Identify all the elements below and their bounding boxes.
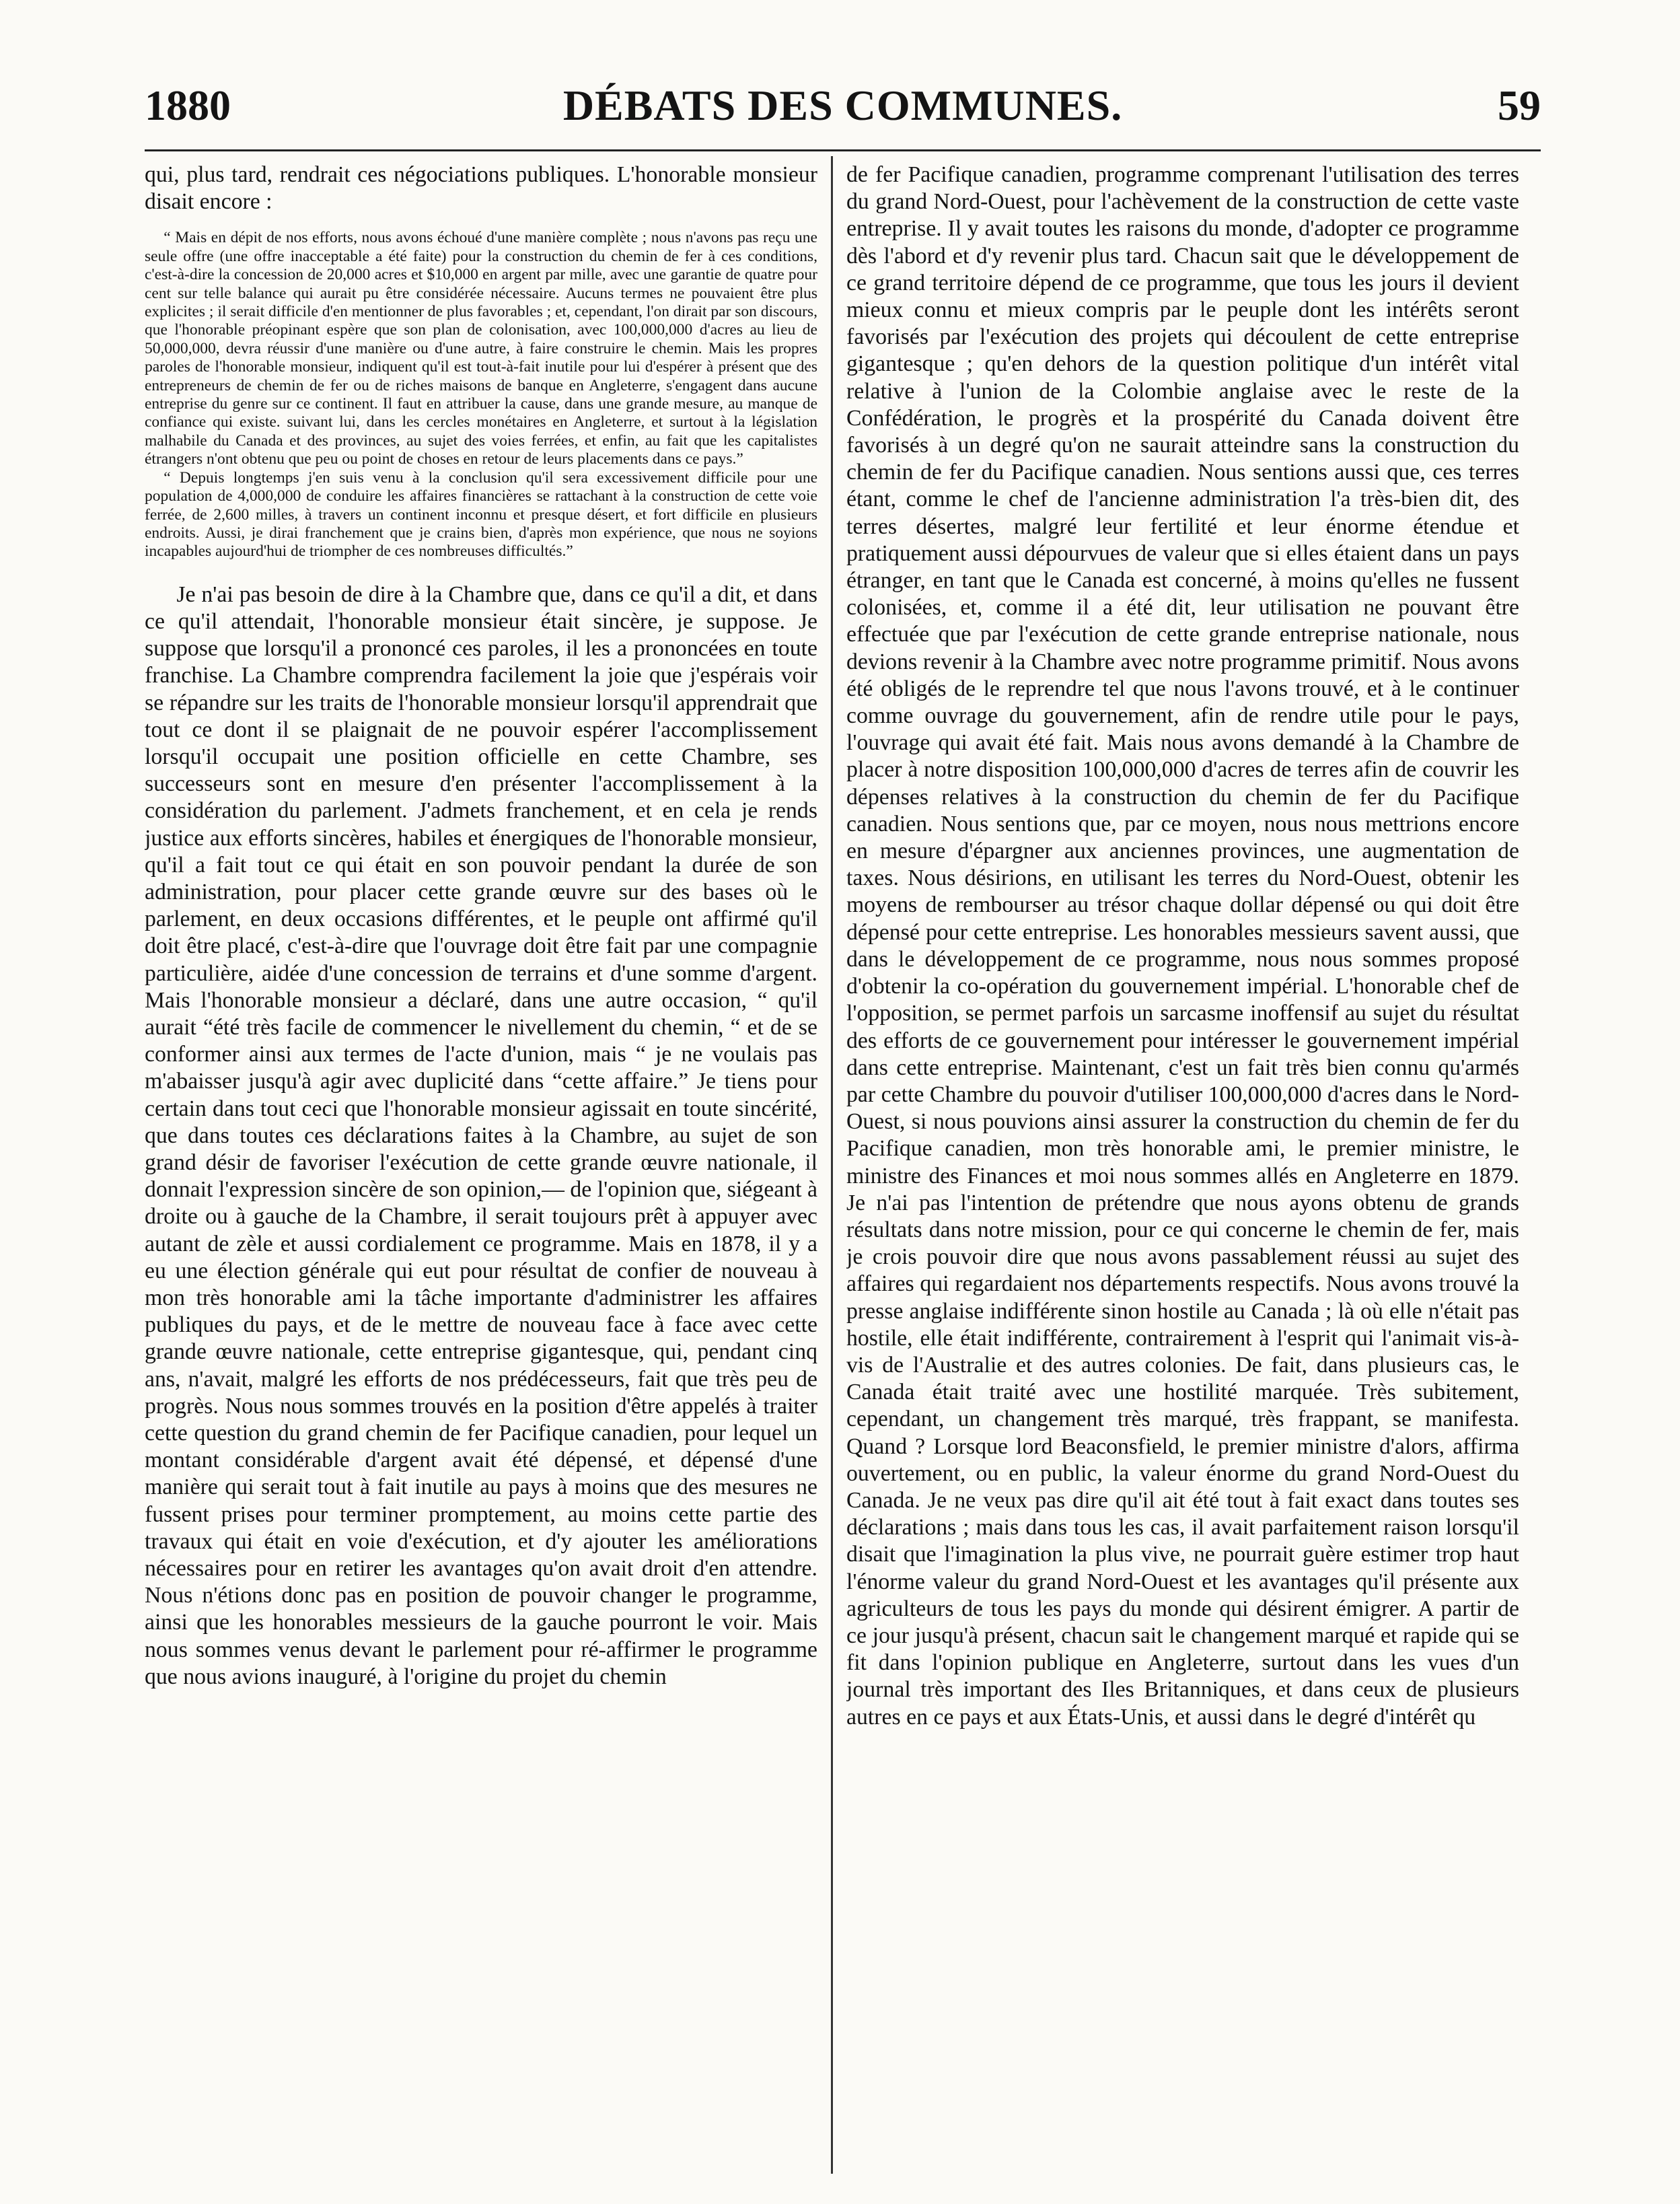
header-year: 1880 [145,81,231,129]
quotation-block [145,229,817,561]
body-paragraph: Je n'ai pas besoin de dire à la Chambre que, dans ce qu'il a dit, et dans ce qu'il attendait, l'honorable monsieur était sincère, je suppose. Je suppose que lorsqu'il a prononcé ces paroles, il les a prononcées en toute franchise. La Chambre comprendra facilement la joie que j'espérais voir se répandre sur les traits de l'honorable monsieur lorsqu'il apprendrait que tout ce dont il se plaignait de ne pouvoir espérer l'accomplissement lorsqu'il occupait une position officielle en cette Chambre, ses successeurs sont en mesure d'en présenter l'accomplissement à la considération du parlement. J'admets franchement, et en cela je rends justice aux efforts sincères, habiles et énergiques de l'honorable monsieur, qu'il a fait tout ce qui était en son pouvoir pendant la durée de son administration, pour placer cette grande œuvre sur des bases où le parlement, en deux occasions différentes, et le peuple ont affirmé qu'il doit être placé, c'est-à-dire que l'ouvrage doit être fait par une compagnie particulière, aidée d'une concession de terrains et d'une somme d'argent. Mais l'honorable monsieur a déclaré, dans une autre occasion, “ qu'il aurait “été très facile de commencer le nivellement du chemin, “ et de se conformer ainsi aux termes de l'acte d'union, mais “ je ne voulais pas m'abaisser jusqu'à agir avec duplicité dans “cette affaire.” Je tiens pour certain dans tout ceci que l'honorable monsieur agissait en toute sincérité, que dans toutes ces déclarations faites à la Chambre, au sujet de son grand désir de favoriser l'exécution de cette grande œuvre nationale, il donnait l'expression sincère de son opinion,— de l'opinion que, siégeant à droite ou à gauche de la Chambre, il serait toujours prêt à appuyer avec autant de zèle et aussi cordialement ce programme. Mais en 1878, il y a eu une élection générale qui eut pour résultat de confier de nouveau à mon très honorable ami la tâche importante d'administrer les affaires publiques du pays, et de le mettre de nouveau face à face avec cette grande œuvre nationale, cette entreprise gigantesque, qui, pendant cinq ans, n'avait, malgré les efforts de nos prédécesseurs, fait que très peu de progrès. Nous nous sommes trouvés en la position d'être appelés à traiter cette question du grand chemin de fer Pacifique canadien, pour lequel un montant considérable d'argent avait été dépensé, et dépensé d'une manière qui serait tout à fait inutile au pays à moins que des mesures ne fussent prises pour terminer promptement, au moins cette partie des travaux qui était en voie d'exécution, et d'y ajouter les améliorations nécessaires pour en retirer les avantages qu'on avait droit d'en attendre. Nous n'étions donc pas en position de pouvoir changer le programme, ainsi que les honorables messieurs de la gauche pourront le voir. Mais nous sommes venus devant le parlement pour ré-affirmer le programme que nous avions inauguré, à l'origine du projet du chemin [145,581,817,1689]
right-column [846,162,1519,2174]
paragraph-gap [145,567,817,581]
body-paragraph-continued: de fer Pacifique canadien, programme comprenant l'utilisation des terres du grand Nord-Ouest, pour l'achèvement de la construction de cette vaste entreprise. Il y avait toutes les raisons du monde, d'adopter ce programme dès l'abord et d'y revenir plus tard. Chacun sait que le développement de ce grand territoire dépend de ce programme, que tous les jours il devient mieux connu et mieux compris par le peuple dont les intérêts seront favorisés par l'exécution des projets qui découlent de cette entreprise gigantesque ; qu'en dehors de la question politique d'un intérêt vital relative à l'union de la Colombie anglaise avec le reste de la Confédération, le progrès et la prospérité du Canada doivent être favorisés à un degré qu'on ne saurait atteindre sans la construction du chemin de fer du Pacifique canadien. Nous sentions aussi que, ces terres étant, comme le chef de l'ancienne administration l'a très-bien dit, des terres désertes, malgré leur fertilité et leur énorme étendue et pratiquement aussi dépourvues de valeur que si elles étaient dans un pays étranger, en tant que le Canada est concerné, à moins qu'elles ne fussent colonisées, et, comme il a été dit, leur utilisation ne pouvant être effectuée que par l'exécution de cette grande entreprise nationale, nous devions revenir à la Chambre avec notre programme primitif. Nous avons été obligés de le reprendre tel que nous l'avons trouvé, et à le continuer comme ouvrage du gouvernement, afin de rendre utile pour le pays, l'ouvrage qui avait été fait. Mais nous avons demandé à la Chambre de placer à notre disposition 100,000,000 d'acres de terres afin de couvrir les dépenses relatives à la construction du chemin de fer du Pacifique canadien. Nous sentions que, par ce moyen, nous nous mettrions encore en mesure d'épargner aux anciennes provinces, une augmentation de taxes. Nous désirions, en utilisant les terres du Nord-Ouest, obtenir les moyens de rembourser au trésor chaque dollar dépensé ou qui doit être dépensé pour cette entreprise. Les honorables messieurs savent aussi, que dans le développement de ce programme, nous nous sommes proposé d'obtenir la co-opération du gouvernement impérial. L'honorable chef de l'opposition, se permet parfois un sarcasme inoffensif au sujet du résultat des efforts de ce gouvernement pour intéresser le gouvernement impérial dans cette entreprise. Maintenant, c'est un fait très bien connu qu'armés par cette Chambre du pouvoir d'utiliser 100,000,000 d'acres dans le Nord-Ouest, si nous pouvions ainsi assurer la construction du chemin de fer du Pacifique canadien, mon très honorable ami, le premier ministre, le ministre des Finances et moi nous sommes allés en Angleterre en 1879. Je n'ai pas l'intention de prétendre que nous ayons obtenu de grands résultats dans notre mission, pour ce qui concerne le chemin de fer, mais je crois pouvoir dire que nous avons passablement réussi au sujet des affaires qui regardaient nos départements respectifs. Nous avons trouvé la presse anglaise indifférente sinon hostile au Canada ; là où elle n'était pas hostile, elle était indifférente, contrairement à l'esprit qui l'animait vis-à-vis de l'Australie et des autres colonies. De fait, dans plusieurs cas, le Canada était traité avec une hostilité marquée. Très subitement, cependant, un changement très marqué, très frappant, se manifesta. Quand ? Lorsque lord Beaconsfield, le premier ministre d'alors, affirma ouvertement, ou en public, la valeur énorme du grand Nord-Ouest du Canada. Je ne veux pas dire qu'il ait été tout à fait exact dans toutes ses déclarations ; mais dans tous les cas, il avait parfaitement raison lorsqu'il disait que l'imagination la plus vive, ne pourrait guère estimer trop haut l'énorme valeur du grand Nord-Ouest et les avantages qu'il présente aux agriculteurs de tous les pays du monde qui désirent émigrer. A partir de ce jour jusqu'à présent, chacun sait le changement marqué et rapide qui se fit dans l'opinion publique en Angleterre, surtout dans les vues d'un journal très important des Iles Britanniques, et dans ceux de plusieurs autres en ce pays et aux États-Unis, et aussi dans le degré d'intérêt qu [846,162,1519,1730]
column-divider [831,156,833,2174]
quotation-paragraph-1: “ Mais en dépit de nos efforts, nous avons échoué d'une manière complète ; nous n'avons pas reçu une seule offre (une offre inacceptable a été faite) pour la construction du chemin de fer à ces conditions, c'est-à-dire la concession de 20,000 acres et $10,000 en argent par mille, avec une garantie de quatre pour cent sur telle balance qui aurait pu être considérée nécessaire. Aucuns termes ne pouvaient être plus explicites ; il serait difficile d'en mentionner de plus favorables ; et, cependant, l'on dirait par son discours, que l'honorable préopinant espère que son plan de colonisation, avec 100,000,000 d'acres au lieu de 50,000,000, devra réussir d'une manière ou d'une autre, à faire construire le chemin. Mais les propres paroles de l'honorable monsieur, indiquent qu'il est tout-à-fait inutile pour lui d'espérer à présent que des entrepreneurs de chemin de fer ou de riches maisons de banque en Angleterre, s'engagent dans aucune entreprise du genre sur ce continent. Il faut en attribuer la cause, dans une grande mesure, au manque de confiance qui existe. suivant lui, dans les cercles monétaires en Angleterre, et surtout à la législation malhabile du Canada et des provinces, au sujet des voies ferrées, et enfin, au fait que les capitalistes étrangers n'ont obtenu que peu ou point de choses en retour de leurs placements dans ce pays.” [145,229,817,468]
left-column [145,162,817,2174]
page-number: 59 [1498,81,1541,129]
intro-paragraph: qui, plus tard, rendrait ces négociations publiques. L'honorable monsieur disait encore : [145,162,817,215]
header-rule [145,149,1541,151]
running-title: DÉBATS DES COMMUNES. [562,81,1123,129]
page-header [145,81,1541,141]
quotation-paragraph-2: “ Depuis longtemps j'en suis venu à la conclusion qu'il sera excessivement difficile pour une population de 4,000,000 de conduire les affaires financières se rattachant à la construction de cette voie ferrée, de 2,600 milles, à travers un continent inconnu et presque désert, et fort difficile en plusieurs endroits. Aussi, je dirai franchement que je crains bien, d'après mon expérience, que nous ne soyions incapables aujourd'hui de triompher de ces nombreuses difficultés.” [145,468,817,561]
